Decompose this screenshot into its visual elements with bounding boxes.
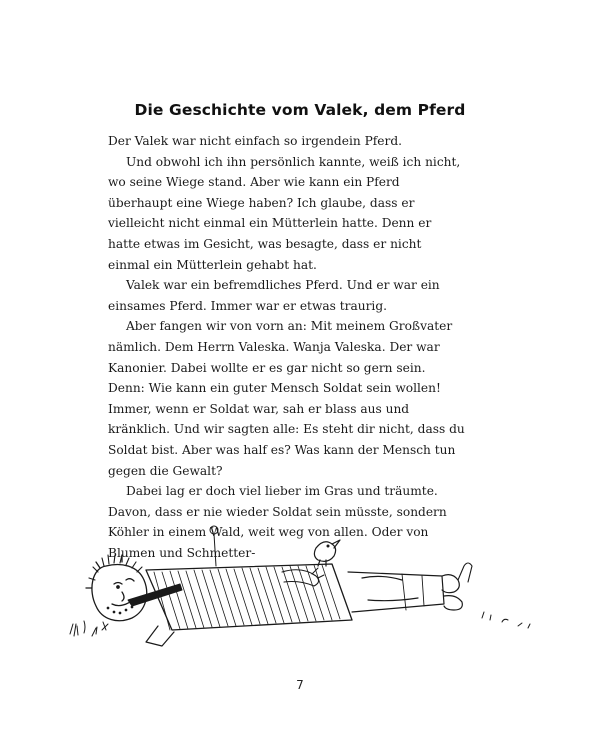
man-lying-in-grass-drawing [62,508,542,658]
story-text [108,131,466,563]
cigar [128,584,182,606]
paragraph-3: Valek war ein befremdliches Pferd. Und er war ein einsames Pferd. Immer war er etwas traurig. [108,278,440,313]
paragraph-1: Der Valek war nicht einfach so irgendein Pferd. [108,134,402,148]
flower-icon [210,526,218,566]
grass-tufts-left [70,621,108,636]
striped-body [146,564,352,630]
page-title: Die Geschichte vom Valek, dem Pferd [134,101,466,120]
grass-tufts-right [482,612,530,628]
head [86,555,147,621]
paragraph-2: Und obwohl ich ihn persönlich kannte, weiß ich nicht, wo seine Wiege stand. Aber wie kann ein Pferd überhaupt eine Wiege haben? Ich glaube, dass er vielleicht nicht einmal ein Mütterlein hatte. Denn er hatte etwas im Gesicht, was besagte, dass er nicht einmal ein Mütterlein gehabt hat. [108,154,461,272]
bird-icon [314,540,340,566]
paragraph-4: Aber fangen wir von vorn an: Mit meinem Großvater nämlich. Dem Herrn Valeska. Wanja Valeska. Der war Kanonier. Dabei wollte er es gar nicht so gern sein. Denn: Wie kann ein guter Mensch Soldat sein wollen! Immer, wenn er Soldat war, sah er blass aus und kränklich. Und wir sagten alle: Es steht dir nicht, dass du Soldat bist. Aber was half es? Was kann der Mensch tun gegen die Gewalt? [108,319,465,478]
page-number: 7 [296,678,304,692]
paragraph-5: Dabei lag er doch viel lieber im Gras und träumte. Davon, dass er nie wieder Soldat sein müsste, sondern Köhler in einem Wald, weit weg von allen. Oder von Blumen und Schmetter- [108,484,447,560]
trousers [348,572,444,612]
feet [442,563,472,610]
